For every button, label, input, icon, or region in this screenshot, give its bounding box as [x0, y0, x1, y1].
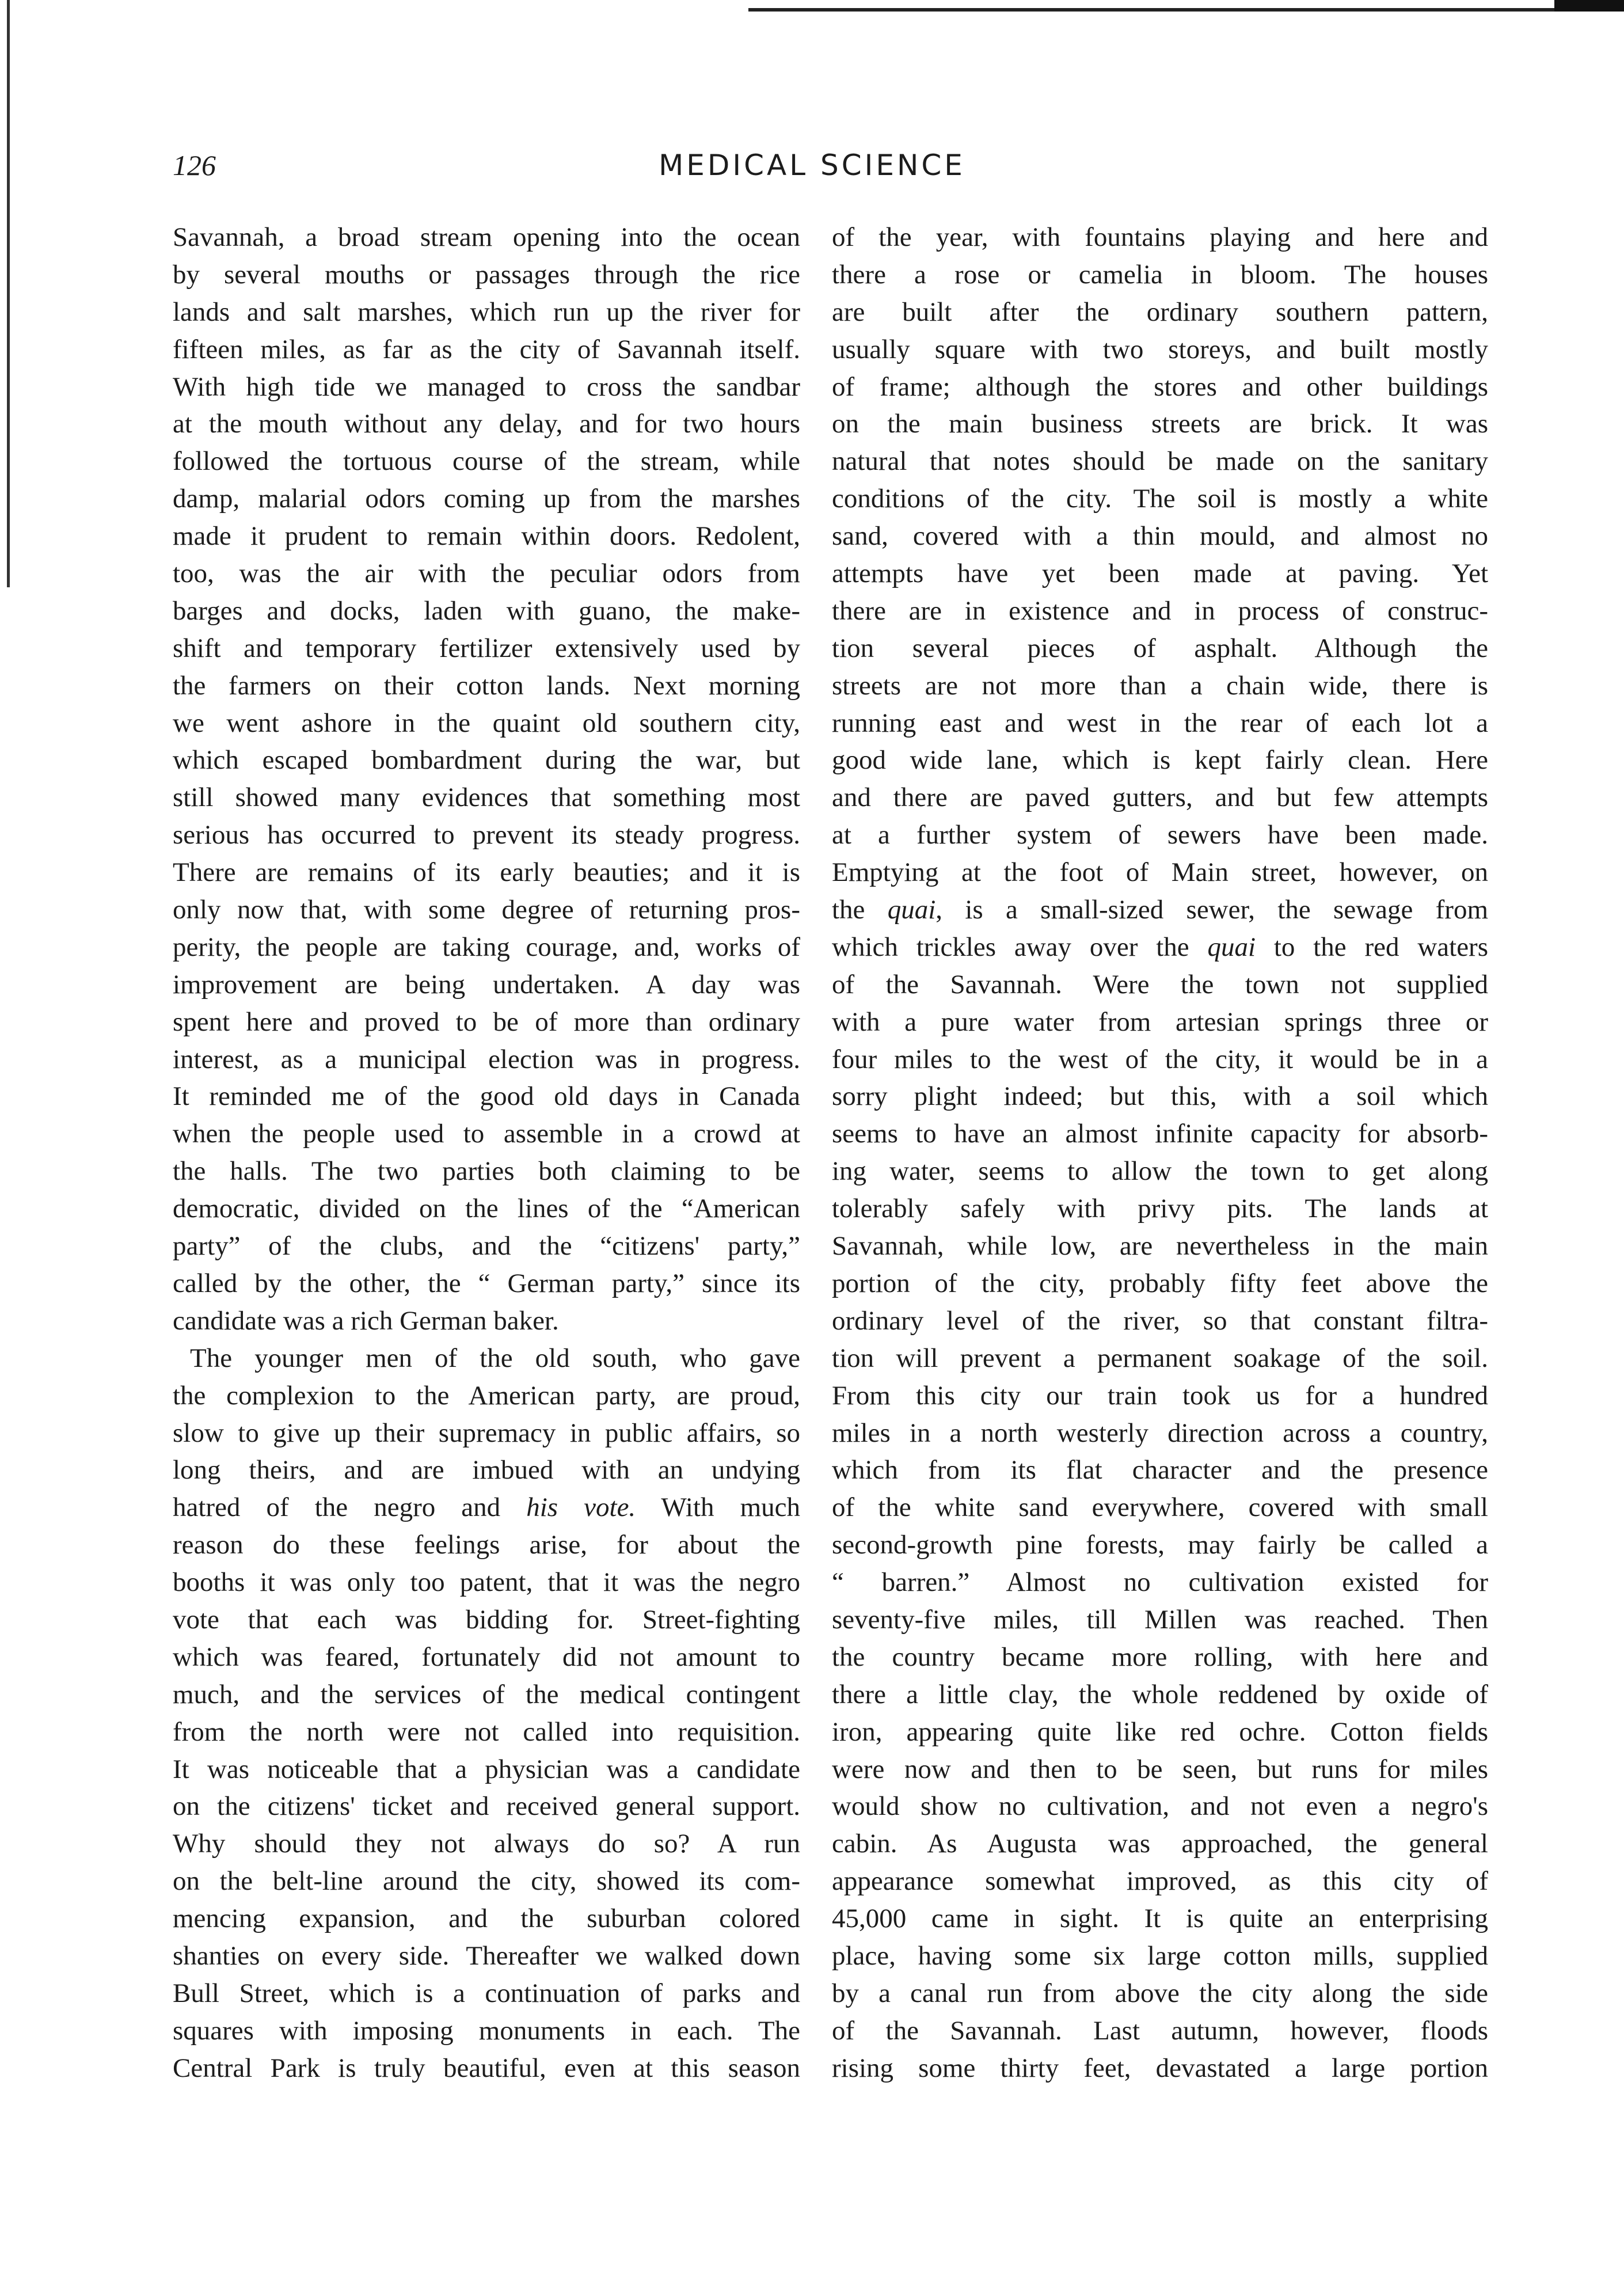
text-line: sand, covered with a thin mould, and almost no — [832, 521, 1488, 552]
text-line: appearance somewhat improved, as this city of — [832, 1866, 1488, 1897]
text-line: of the year, with fountains playing and here and — [832, 222, 1488, 252]
text-line: conditions of the city. The soil is mostly a white — [832, 484, 1488, 514]
text-line: of the Savannah. Were the town not supplied — [832, 969, 1488, 1000]
text-line: the complexion to the American party, are proud, — [173, 1380, 800, 1411]
text-line: there a rose or camelia in bloom. The houses — [832, 259, 1488, 290]
text-line: Emptying at the foot of Main street, however, on — [832, 857, 1488, 888]
text-line: the quai, is a small-sized sewer, the sewage from — [832, 895, 1489, 925]
text-line: With high tide we managed to cross the sandbar — [173, 371, 800, 402]
text-line: tion several pieces of asphalt. Although the — [832, 633, 1488, 663]
text-line: vote that each was bidding for. Street-fighting — [173, 1604, 800, 1635]
italic-text: quai — [887, 895, 936, 925]
text-line: Bull Street, which is a continuation of parks and — [173, 1978, 800, 2008]
scan-left-edge — [7, 0, 10, 587]
text-line: we went ashore in the quaint old southern city, — [173, 708, 800, 738]
text-line: portion of the city, probably fifty feet above the — [832, 1268, 1488, 1298]
text-line: mencing expansion, and the suburban colored — [173, 1904, 800, 1934]
text-line: rising some thirty feet, devastated a large portion — [832, 2053, 1488, 2083]
text-line: called by the other, the “ German party,” since its — [173, 1268, 800, 1298]
text-line: ing water, seems to allow the town to get along — [832, 1156, 1488, 1187]
right-column — [832, 219, 1488, 2087]
text-line: cabin. As Augusta was approached, the general — [832, 1829, 1488, 1859]
page-number: 126 — [173, 149, 216, 181]
italic-text: his vote. — [526, 1492, 636, 1523]
text-line: There are remains of its early beauties; and it is — [173, 857, 800, 888]
text-line: which from its flat character and the presence — [832, 1455, 1488, 1485]
text-line: the country became more rolling, with here and — [832, 1642, 1488, 1672]
text-line: Central Park is truly beautiful, even at this season — [173, 2053, 800, 2083]
text-line: It was noticeable that a physician was a candidate — [173, 1754, 800, 1784]
text-line: of the white sand everywhere, covered with small — [832, 1492, 1488, 1523]
text-line: there are in existence and in process of construc- — [832, 595, 1488, 626]
text-line: It reminded me of the good old days in Canada — [173, 1081, 800, 1112]
text-line: place, having some six large cotton mills, supplied — [832, 1940, 1488, 1971]
text-line: fifteen miles, as far as the city of Savannah itself. — [173, 334, 800, 364]
text-line: miles in a north westerly direction across a country, — [832, 1418, 1488, 1448]
text-line: would show no cultivation, and not even a negro's — [832, 1791, 1488, 1822]
text-line: iron, appearing quite like red ochre. Cotton fields — [832, 1716, 1488, 1747]
text-line: 45,000 came in sight. It is quite an enterprising — [832, 1904, 1488, 1934]
text-line: by a canal run from above the city along the side — [832, 1978, 1488, 2008]
text-line: sorry plight indeed; but this, with a soil which — [832, 1081, 1488, 1112]
text-line: ordinary level of the river, so that constant filtra- — [832, 1305, 1488, 1336]
italic-text: quai — [1207, 932, 1256, 962]
text-line: at a further system of sewers have been made. — [832, 820, 1488, 850]
text-line: seems to have an almost infinite capacity for absorb- — [832, 1119, 1488, 1149]
text-line: squares with imposing monuments in each. The — [173, 2015, 800, 2046]
text-line: The younger men of the old south, who gave — [190, 1343, 800, 1373]
text-line: spent here and proved to be of more than ordinary — [173, 1006, 800, 1037]
text-line: four miles to the west of the city, it would be in a — [832, 1044, 1488, 1074]
text-line: the farmers on their cotton lands. Next morning — [173, 670, 800, 701]
text-line: improvement are being undertaken. A day was — [173, 969, 800, 1000]
text-line: barges and docks, laden with guano, the make- — [173, 595, 800, 626]
scan-edge-mark — [1554, 0, 1624, 12]
text-line: candidate was a rich German baker. — [173, 1305, 559, 1336]
text-line: second-growth pine forests, may fairly be called a — [832, 1530, 1488, 1560]
text-line: lands and salt marshes, which run up the river for — [173, 297, 800, 327]
text-line: good wide lane, which is kept fairly clean. Here — [832, 745, 1488, 776]
text-line: booths it was only too patent, that it was the negro — [173, 1567, 800, 1598]
left-column — [173, 219, 800, 2087]
text-line: which trickles away over the quai to the red waters — [832, 932, 1488, 962]
text-line: attempts have yet been made at paving. Yet — [832, 558, 1488, 589]
text-line: of the Savannah. Last autumn, however, floods — [832, 2015, 1488, 2046]
text-line: the halls. The two parties both claiming to be — [173, 1156, 800, 1187]
top-rule — [748, 8, 1624, 12]
text-line: only now that, with some degree of returning pros- — [173, 895, 800, 925]
text-line: which was feared, fortunately did not amount to — [173, 1642, 800, 1672]
text-line: damp, malarial odors coming up from the marshes — [173, 484, 800, 514]
text-line: party” of the clubs, and the “citizens' party,” — [173, 1231, 800, 1262]
text-line: from the north were not called into requisition. — [173, 1716, 800, 1747]
text-line: long theirs, and are imbued with an undying — [173, 1455, 800, 1485]
text-line: slow to give up their supremacy in public affairs, so — [173, 1418, 800, 1448]
text-line: reason do these feelings arise, for about the — [173, 1530, 800, 1560]
text-line: were now and then to be seen, but runs for miles — [832, 1754, 1488, 1784]
text-line: Why should they not always do so? A run — [173, 1829, 800, 1859]
text-line: running east and west in the rear of each lot a — [832, 708, 1488, 738]
text-line: tolerably safely with privy pits. The lands at — [832, 1194, 1488, 1224]
text-line: with a pure water from artesian springs three or — [832, 1006, 1488, 1037]
text-line: on the belt-line around the city, showed its com- — [173, 1866, 800, 1897]
text-line: shanties on every side. Thereafter we walked down — [173, 1940, 800, 1971]
text-line: Savannah, while low, are nevertheless in the main — [832, 1231, 1488, 1262]
running-title: MEDICAL SCIENCE — [659, 149, 965, 182]
text-line: hatred of the negro and his vote. With much — [173, 1492, 800, 1523]
text-line: still showed many evidences that something most — [173, 782, 800, 813]
text-line: Savannah, a broad stream opening into the ocean — [173, 222, 800, 252]
text-line: on the main business streets are brick. It was — [832, 409, 1488, 439]
text-line: by several mouths or passages through the rice — [173, 259, 800, 290]
text-line: natural that notes should be made on the sanitary — [832, 446, 1488, 477]
text-line: there a little clay, the whole reddened by oxide of — [832, 1679, 1488, 1709]
text-line: much, and the services of the medical contingent — [173, 1679, 800, 1709]
text-line: on the citizens' ticket and received general support. — [173, 1791, 800, 1822]
text-line: tion will prevent a permanent soakage of the soil. — [832, 1343, 1488, 1373]
text-line: which escaped bombardment during the war, but — [173, 745, 800, 776]
text-line: of frame; although the stores and other buildings — [832, 371, 1488, 402]
text-line: seventy-five miles, till Millen was reached. Then — [832, 1604, 1488, 1635]
text-line: and there are paved gutters, and but few attempts — [832, 782, 1488, 813]
text-line: streets are not more than a chain wide, there is — [832, 670, 1488, 701]
text-line: perity, the people are taking courage, and, works of — [173, 932, 800, 962]
text-line: interest, as a municipal election was in progress. — [173, 1044, 800, 1074]
text-line: serious has occurred to prevent its steady progress. — [173, 820, 800, 850]
text-line: are built after the ordinary southern pattern, — [832, 297, 1488, 327]
text-line: “ barren.” Almost no cultivation existed for — [832, 1567, 1488, 1598]
text-line: From this city our train took us for a hundred — [832, 1380, 1488, 1411]
text-line: when the people used to assemble in a crowd at — [173, 1119, 800, 1149]
text-line: too, was the air with the peculiar odors from — [173, 558, 800, 589]
text-line: made it prudent to remain within doors. Redolent, — [173, 521, 800, 552]
text-line: at the mouth without any delay, and for two hours — [173, 409, 800, 439]
text-line: democratic, divided on the lines of the “American — [173, 1194, 800, 1224]
text-line: shift and temporary fertilizer extensively used by — [173, 633, 800, 663]
text-line: followed the tortuous course of the stream, while — [173, 446, 800, 477]
text-line: usually square with two storeys, and built mostly — [832, 334, 1488, 364]
